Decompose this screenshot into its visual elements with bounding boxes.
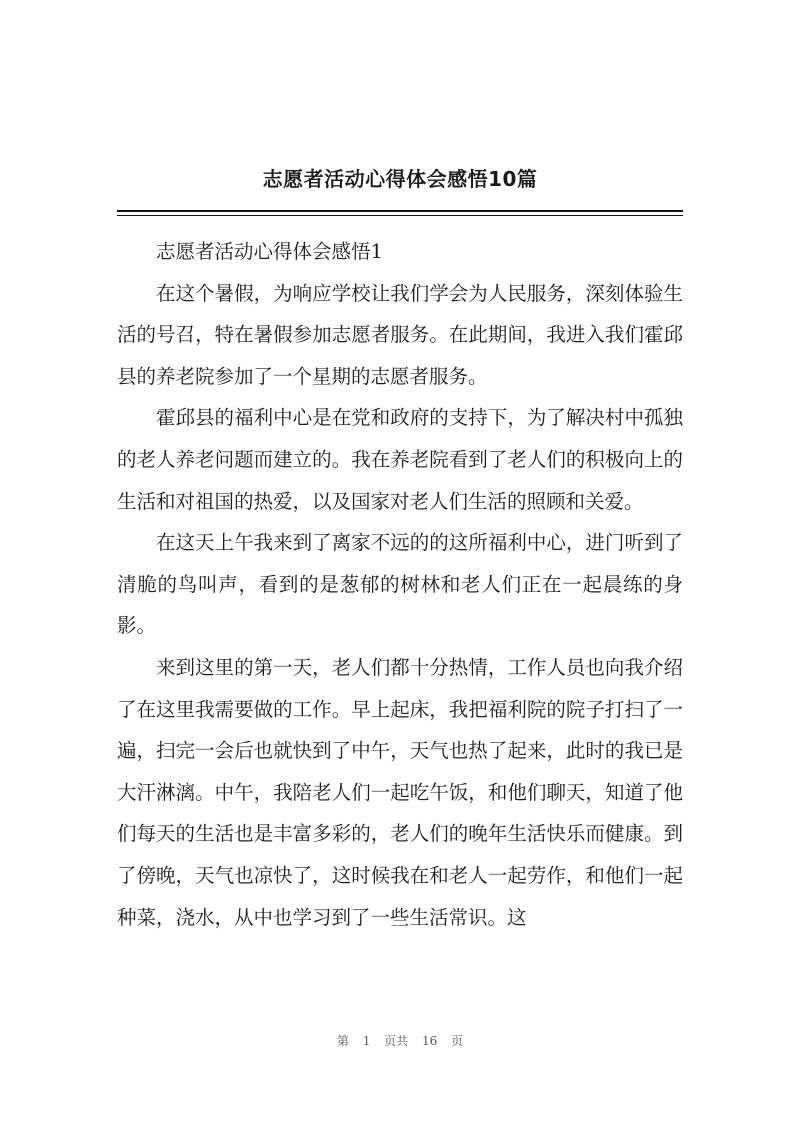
paragraph: 来到这里的第一天，老人们都十分热情，工作人员也向我介绍了在这里我需要做的工作。早上起床，我把福利院的院子打扫了一遍，扫完一会后也就快到了中午，天气也热了起来，此时的我已是大汗淋漓。中午，我陪老人们一起吃午饭，和他们聊天，知道了他们每天的生活也是丰富多彩的，老人们的晚年生活快乐而健康。到了傍晚，天气也凉快了，这时候我在和老人一起劳作，和他们一起种菜，浇水，从中也学习到了一些生活常识。这	[117, 655, 683, 929]
title-rule-thin	[117, 215, 683, 216]
total-pages-number: 16	[422, 1034, 438, 1048]
title-rule-thick	[117, 210, 683, 212]
page-label-suffix: 页	[451, 1034, 464, 1048]
page-label-mid: 页共	[384, 1034, 409, 1048]
document-body	[117, 231, 683, 938]
section-heading: 志愿者活动心得体会感悟1	[156, 240, 383, 263]
paragraph: 在这天上午我来到了离家不远的的这所福利中心，进门听到了清脆的鸟叫声，看到的是葱郁的树林和老人们正在一起晨练的身影。	[117, 531, 683, 638]
page-footer	[0, 1032, 800, 1049]
paragraph: 霍邱县的福利中心是在党和政府的支持下，为了解决村中孤独的老人养老问题而建立的。我在养老院看到了老人们的积极向上的生活和对祖国的热爱，以及国家对老人们生活的照顾和关爱。	[117, 406, 683, 513]
paragraph: 在这个暑假，为响应学校让我们学会为人民服务，深刻体验生活的号召，特在暑假参加志愿者服务。在此期间，我进入我们霍邱县的养老院参加了一个星期的志愿者服务。	[117, 281, 683, 388]
page-label-prefix: 第	[336, 1034, 349, 1048]
document-title: 志愿者活动心得体会感悟10篇	[262, 167, 538, 191]
current-page-number: 1	[362, 1034, 371, 1048]
